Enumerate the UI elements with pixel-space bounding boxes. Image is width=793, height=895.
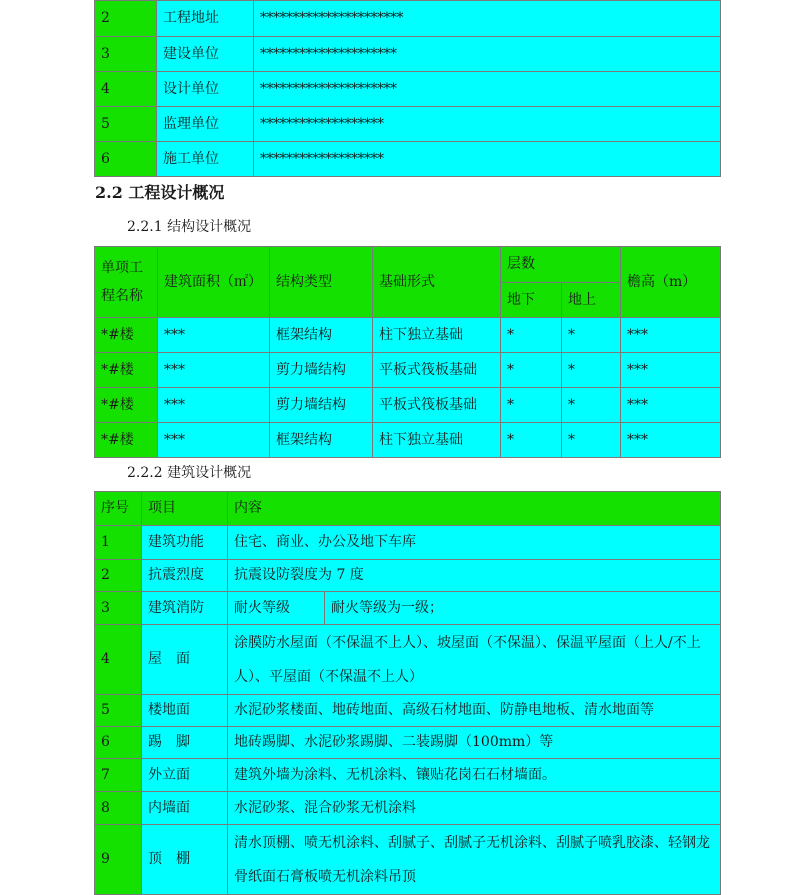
cell-item: 踢 脚 [142, 727, 228, 759]
cell-item: 顶 棚 [142, 825, 228, 895]
cell-item: 抗震烈度 [142, 560, 228, 592]
cell-name: *#楼 [95, 353, 158, 388]
cell-foundation: 平板式筏板基础 [373, 388, 501, 423]
cell-type: 剪力墙结构 [270, 388, 373, 423]
cell-type: 剪力墙结构 [270, 353, 373, 388]
cell-below: * [501, 388, 562, 423]
cell-number: 4 [95, 625, 142, 695]
table-row [95, 388, 721, 423]
architecture-design-table [94, 491, 721, 895]
header-project-name: 单项工程名称 [95, 247, 158, 318]
row-number: 6 [95, 142, 157, 177]
header-foundation: 基础形式 [373, 247, 501, 318]
cell-area: *** [158, 423, 270, 458]
row-number: 2 [95, 1, 157, 37]
section-title: 2.2 工程设计概况 [95, 183, 225, 202]
cell-content: 涂膜防水屋面（不保温不上人）、坡屋面（不保温）、保温平屋面（上人/不上人）、平屋面（不保温不上人） [228, 625, 721, 695]
row-label: 施工单位 [157, 142, 254, 177]
cell-number: 7 [95, 759, 142, 792]
cell-height: *** [621, 318, 721, 353]
row-number: 5 [95, 107, 157, 142]
cell-item: 楼地面 [142, 695, 228, 727]
table-row [95, 560, 721, 592]
cell-number: 8 [95, 792, 142, 825]
table-row [95, 423, 721, 458]
cell-name: *#楼 [95, 388, 158, 423]
cell-content: 抗震设防裂度为 7 度 [228, 560, 721, 592]
cell-number: 3 [95, 592, 142, 625]
cell-type: 框架结构 [270, 318, 373, 353]
cell-content: 地砖踢脚、水泥砂浆踢脚、二装踢脚（100mm）等 [228, 727, 721, 759]
cell-foundation: 柱下独立基础 [373, 318, 501, 353]
cell-above: * [562, 423, 621, 458]
row-label: 设计单位 [157, 72, 254, 107]
table-row [95, 318, 721, 353]
cell-content: 水泥砂浆、混合砂浆无机涂料 [228, 792, 721, 825]
row-label: 建设单位 [157, 37, 254, 72]
table-row [95, 353, 721, 388]
cell-below: * [501, 353, 562, 388]
table-row [95, 825, 721, 895]
row-value: ********************** [254, 1, 721, 37]
row-value: ******************* [254, 142, 721, 177]
cell-area: *** [158, 318, 270, 353]
cell-item: 内墙面 [142, 792, 228, 825]
cell-content: 水泥砂浆楼面、地砖地面、高级石材地面、防静电地板、清水地面等 [228, 695, 721, 727]
row-value: ********************* [254, 72, 721, 107]
cell-item: 建筑功能 [142, 526, 228, 560]
row-number: 4 [95, 72, 157, 107]
cell-foundation: 柱下独立基础 [373, 423, 501, 458]
table-row [95, 142, 721, 177]
cell-height: *** [621, 423, 721, 458]
cell-above: * [562, 388, 621, 423]
header-floors: 层数 [501, 247, 621, 283]
cell-number: 5 [95, 695, 142, 727]
cell-item: 屋 面 [142, 625, 228, 695]
cell-item: 外立面 [142, 759, 228, 792]
row-label: 监理单位 [157, 107, 254, 142]
header-row [95, 247, 721, 283]
cell-content-fire-rating-value: 耐火等级为一级； [325, 592, 721, 625]
table-row [95, 37, 721, 72]
header-content: 内容 [228, 492, 721, 526]
cell-number: 6 [95, 727, 142, 759]
header-above-ground: 地上 [562, 283, 621, 318]
cell-content-fire-rating-label: 耐火等级 [228, 592, 325, 625]
header-row [95, 492, 721, 526]
table-row [95, 526, 721, 560]
cell-above: * [562, 353, 621, 388]
cell-height: *** [621, 388, 721, 423]
header-number: 序号 [95, 492, 142, 526]
cell-item: 建筑消防 [142, 592, 228, 625]
cell-number: 1 [95, 526, 142, 560]
header-area: 建筑面积（㎡） [158, 247, 270, 318]
cell-name: *#楼 [95, 423, 158, 458]
header-structure-type: 结构类型 [270, 247, 373, 318]
cell-content: 住宅、商业、办公及地下车库 [228, 526, 721, 560]
cell-number: 2 [95, 560, 142, 592]
cell-content: 清水顶棚、喷无机涂料、刮腻子、刮腻子无机涂料、刮腻子喷乳胶漆、轻钢龙骨纸面石膏板喷无机涂料吊顶 [228, 825, 721, 895]
header-below-ground: 地下 [501, 283, 562, 318]
header-item: 项目 [142, 492, 228, 526]
cell-name: *#楼 [95, 318, 158, 353]
header-eave-height: 檐高（m） [621, 247, 721, 318]
cell-height: *** [621, 353, 721, 388]
cell-type: 框架结构 [270, 423, 373, 458]
table-row [95, 625, 721, 695]
table-row [95, 72, 721, 107]
row-value: ******************* [254, 107, 721, 142]
subsection-title-architecture: 2.2.2 建筑设计概况 [127, 465, 252, 481]
row-label: 工程地址 [157, 1, 254, 37]
table-row [95, 792, 721, 825]
cell-below: * [501, 423, 562, 458]
table-row [95, 727, 721, 759]
table-row [95, 592, 721, 625]
table-row [95, 759, 721, 792]
cell-below: * [501, 318, 562, 353]
cell-number: 9 [95, 825, 142, 895]
project-info-table [94, 0, 721, 177]
table-row [95, 107, 721, 142]
cell-area: *** [158, 388, 270, 423]
cell-content: 建筑外墙为涂料、无机涂料、镶贴花岗石石材墙面。 [228, 759, 721, 792]
row-number: 3 [95, 37, 157, 72]
table-row [95, 695, 721, 727]
row-value: ********************* [254, 37, 721, 72]
cell-above: * [562, 318, 621, 353]
structure-design-table [94, 246, 721, 458]
table-row [95, 1, 721, 37]
subsection-title-structure: 2.2.1 结构设计概况 [127, 219, 252, 235]
cell-area: *** [158, 353, 270, 388]
cell-foundation: 平板式筏板基础 [373, 353, 501, 388]
